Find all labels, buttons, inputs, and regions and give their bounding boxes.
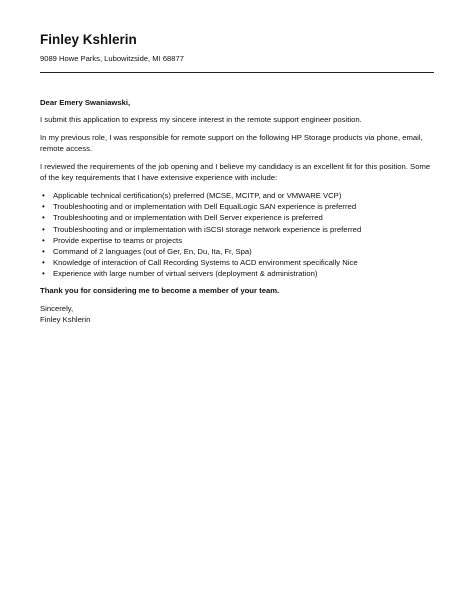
paragraph-previous-role: In my previous role, I was responsible for remote support on the following HP Storage products via phone, email, remote access. xyxy=(40,133,423,154)
list-item: • Knowledge of interaction of Call Recording Systems to ACD environment specifically Nice xyxy=(40,257,434,268)
requirements-list xyxy=(40,190,434,279)
applicant-name: Finley Kshlerin xyxy=(40,32,137,47)
list-item: • Experience with large number of virtual servers (deployment & administration) xyxy=(40,268,434,279)
salutation: Dear Emery Swaniawski, xyxy=(40,98,131,107)
header-divider xyxy=(40,72,434,73)
paragraph-intro: I submit this application to express my sincere interest in the remote support engineer position. xyxy=(40,115,362,125)
list-item: • Provide expertise to teams or projects xyxy=(40,235,434,246)
applicant-address: 9089 Howe Parks, Lubowitzside, MI 68877 xyxy=(40,54,184,63)
thank-you-line: Thank you for considering me to become a member of your team. xyxy=(40,286,280,296)
letter-body xyxy=(40,97,434,325)
paragraph-requirements: I reviewed the requirements of the job opening and I believe my candidacy is an excellent fit for this position. Some of the key requirements that I have extensive experience with include: xyxy=(40,162,431,183)
list-item: • Troubleshooting and or implementation with Dell EqualLogic SAN experience is preferred xyxy=(40,201,434,212)
list-item: • Troubleshooting and or implementation with iSCSI storage network experience is preferred xyxy=(40,224,434,235)
closing-salutation: Sincerely, xyxy=(40,303,74,313)
closing-block xyxy=(40,303,434,326)
list-item: • Troubleshooting and or implementation with Dell Server experience is preferred xyxy=(40,212,434,223)
list-item: • Command of 2 languages (out of Ger, En, Du, Ita, Fr, Spa) xyxy=(40,246,434,257)
signature-name: Finley Kshlerin xyxy=(40,315,91,325)
list-item: • Applicable technical certification(s) preferred (MCSE, MCITP, and or VMWARE VCP) xyxy=(40,190,434,201)
